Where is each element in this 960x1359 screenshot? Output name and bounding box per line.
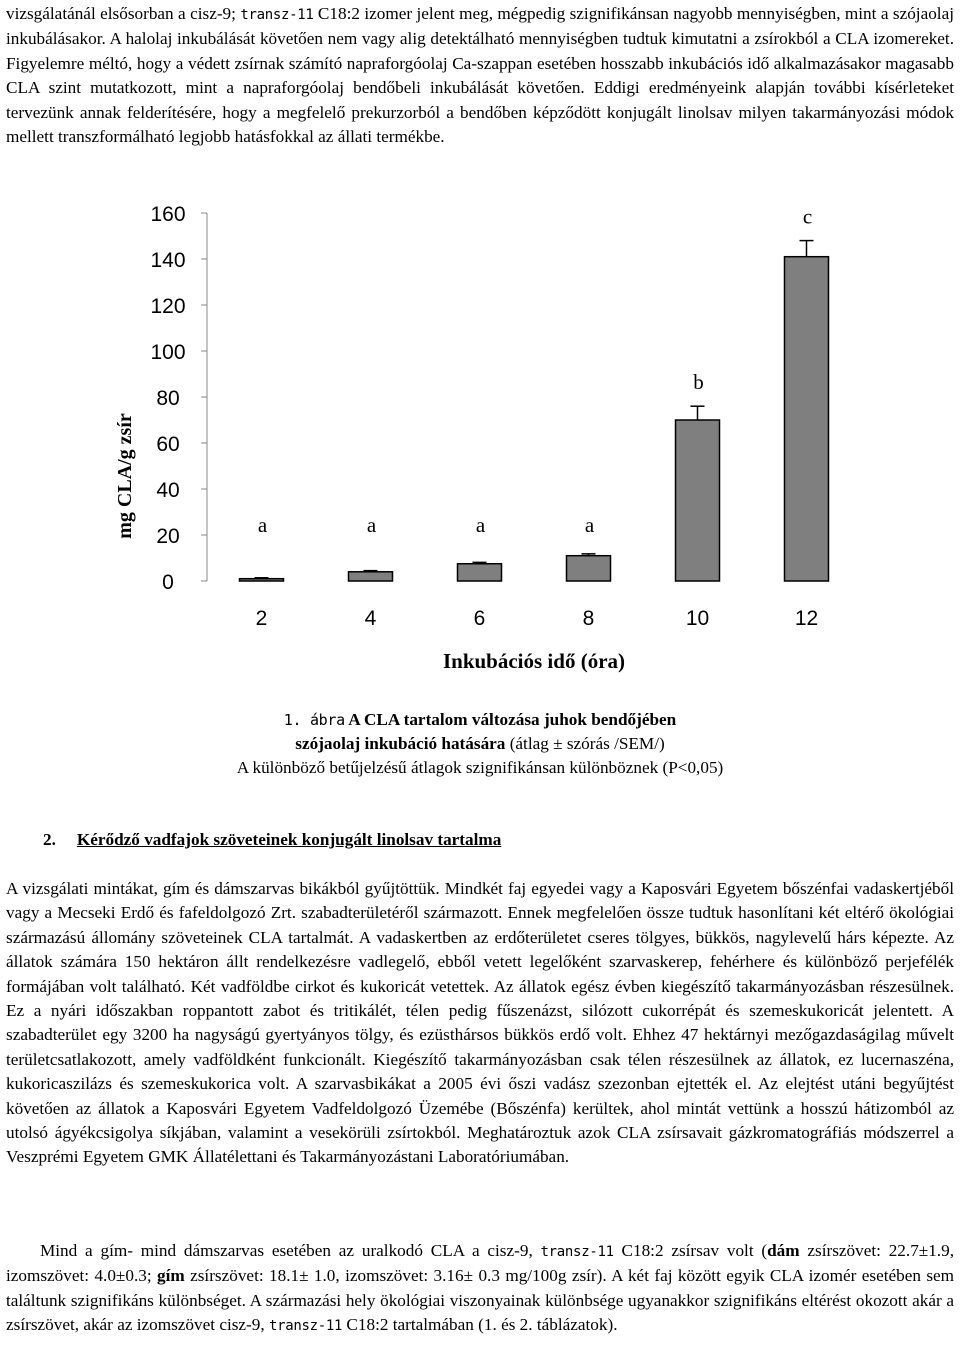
intro-text-mono: transz-11 [240,7,314,23]
p3-text-e: C18:2 tartalmában (1. és 2. táblázatok). [342,1315,618,1335]
intro-text-2: C18:2 izomer jelent meg, mégpedig szignifikánsan nagyobb mennyiségben, mint a szójaolaj inkubálásakor. A halolaj inkubálását követően nem vagy alig detektálható mennyiségben tudtuk kimutatni a zsírokból a CLA izomereket. Figyelemre méltó, hogy a védett zsírnak számító napraforgóolaj Ca-szappan esetében hosszabb inkubációs idő alkalmazásakor magasabb CLA szint mutatkozott, mint a napraforgóolaj bendőbeli inkubálását követően. Eddigi eredményeink alapján további kísérleteket tervezünk annak felderítésére, hogy a megfelelő prekurzorból a bendőben képződött konjugált linolsav milyen takarmányozási módok mellett transzformálható legjobb hatásfokkal az állati termékbe. [6,4,954,147]
y-tick-label: 120 [150,295,186,318]
x-tick-label: 2 [255,607,268,630]
p3-bold-gim: gím [157,1266,185,1286]
cla-bar-chart [0,190,960,690]
figure-caption-line3 [0,756,960,780]
y-tick-label: 0 [162,571,174,594]
bar-2 [240,579,284,581]
significance-letter: a [366,512,377,537]
x-ticks [256,607,819,630]
x-tick-label: 4 [364,607,377,630]
figure-title-2-rest: (átlag ± szórás /SEM/) [505,734,665,753]
p3-text-c: zsírszövet: 22.7±1.9, izomszövet: 4.0±0.3; [6,1241,954,1286]
intro-text-1: vizsgálatánál elsősorban a cisz-9; [6,4,241,23]
figure-title-1: A CLA tartalom változása juhok bendőjében [344,710,677,729]
significance-letter: a [257,512,268,537]
p3-mono-d: transz-11 [268,1318,343,1335]
p3-text-a: Mind a gím- mind dámszarvas esetében az uralkodó CLA a cisz-9, [40,1241,541,1260]
bar-10 [676,420,720,581]
figure-note: A különböző betűjelzésű átlagok szignifikánsan különböznek (P<0,05) [236,758,724,777]
figure-number: 1. ábra [283,711,345,729]
y-tick-label: 20 [156,525,180,548]
y-tick-label: 40 [156,479,180,502]
y-tick-label: 100 [150,341,186,364]
section-heading [43,828,501,852]
x-tick-label: 12 [794,607,819,630]
bar-6 [458,564,502,581]
section-title: Kérődző vadfajok szöveteinek konjugált linolsav tartalma [76,830,502,849]
significance-letter: a [475,512,486,537]
significance-letter: c [802,204,813,229]
y-tick-label: 140 [150,249,186,272]
bars [240,205,829,581]
y-tick-label: 80 [156,387,180,410]
figure-caption-line2 [0,732,960,756]
x-axis-label: Inkubációs idő (óra) [442,649,626,673]
p3-text-b: C18:2 zsírsav volt ( [613,1241,768,1260]
p3-mono-a: transz-11 [540,1244,614,1260]
intro-paragraph [6,2,954,149]
y-tick-label: 160 [150,203,186,226]
x-tick-label: 8 [582,607,595,630]
body-paragraph-2: A vizsgálati mintákat, gím és dámszarvas bikákból gyűjtöttük. Mindkét faj egyedei vagy a Kaposvári Egyetem bőszénfai vadaskertjéből vagy a Mecseki Erdő és fafeldolgozó Zrt. szabadterületéről származott. Ennek megfelelően össze tudtuk hasonlítani két eltérő ökológiai származású állomány szöveteinek CLA tartalmát. A vadaskertben az erdőterületet cseres tölgyes, bükkös, nagylevelű hárs képezte. Az állatok számára 150 hektáron állt rendelkezésre vadlegelő, ebből vetett legelőként szarvaskerep, fehérhere és különböző perjefélék formájában volt található. Két vadföldbe cirkot és kukoricát vetettek. Az állatok egész évben kiegészítő takarmányozásban részesülnek. Ez a nyári időszakban roppantott zabot és tritikálét, télen pedig fűszenázst, silózott cukorrépát és szemeskukoricát jelentett. A szabadterület egy 3200 ha nagyságú gyertyányos tölgy, és ezüsthársos bükkös erdő volt. Ehhez 47 hektárnyi mezőgazdaságilag művelt területcsatlakozott, amely vadföldként funkcionált. Kiegészítő takarmányozásban csak télen részesülnek az állatok, ez lucernaszéna, kukoricaszilázs és szemeskukorica volt. A szarvasbikákat a 2005 évi őszi vadász szezonban ejtették el. Az elejtést utáni begyűjtést követően az állatok a Kaposvári Egyetem Vadfeldolgozó Üzemébe (Bőszénfa) kerültek, ahol mintát vettünk a hosszú hátizomból az utolsó ágyékcsigolya síkjában, valamint a vesekörüli zsírtokból. Meghatároztuk azok CLA zsírsavait gázkromatográfiás módszerrel a Veszprémi Egyetem GMK Állatélettani és Takarmányozástani Laboratóriumában. [6,879,954,1167]
body-paragraph-3 [6,1239,954,1339]
x-tick-label: 10 [685,607,710,630]
x-tick-label: 6 [473,607,486,630]
y-tick-label: 60 [156,433,180,456]
p3-text-d: zsírszövet: 18.1± 1.0, izomszövet: 3.16± 0.3 mg/100g zsír). A két faj között egyik CLA izomér esetében sem találtunk szignifikáns különbséget. A származási hely ökológiai viszonyainak különbsége ugyanakkor szignifikáns eltérést okozott akár a zsírszövet, akár az izomszövet cisz-9, [6,1266,954,1335]
bar-12 [785,257,829,581]
y-axis-label: mg CLA/g zsír [114,413,136,539]
significance-letter: b [693,370,704,395]
p3-bold-dam: dám [767,1241,800,1260]
y-axis-label-group [114,413,136,539]
significance-letter: a [584,512,595,537]
section-number: 2. [43,830,56,849]
figure-caption-line1 [0,708,960,732]
y-ticks [150,203,207,594]
figure-title-2: szójaolaj inkubáció hatására [295,734,506,753]
bar-8 [567,556,611,581]
bar-4 [349,572,393,581]
